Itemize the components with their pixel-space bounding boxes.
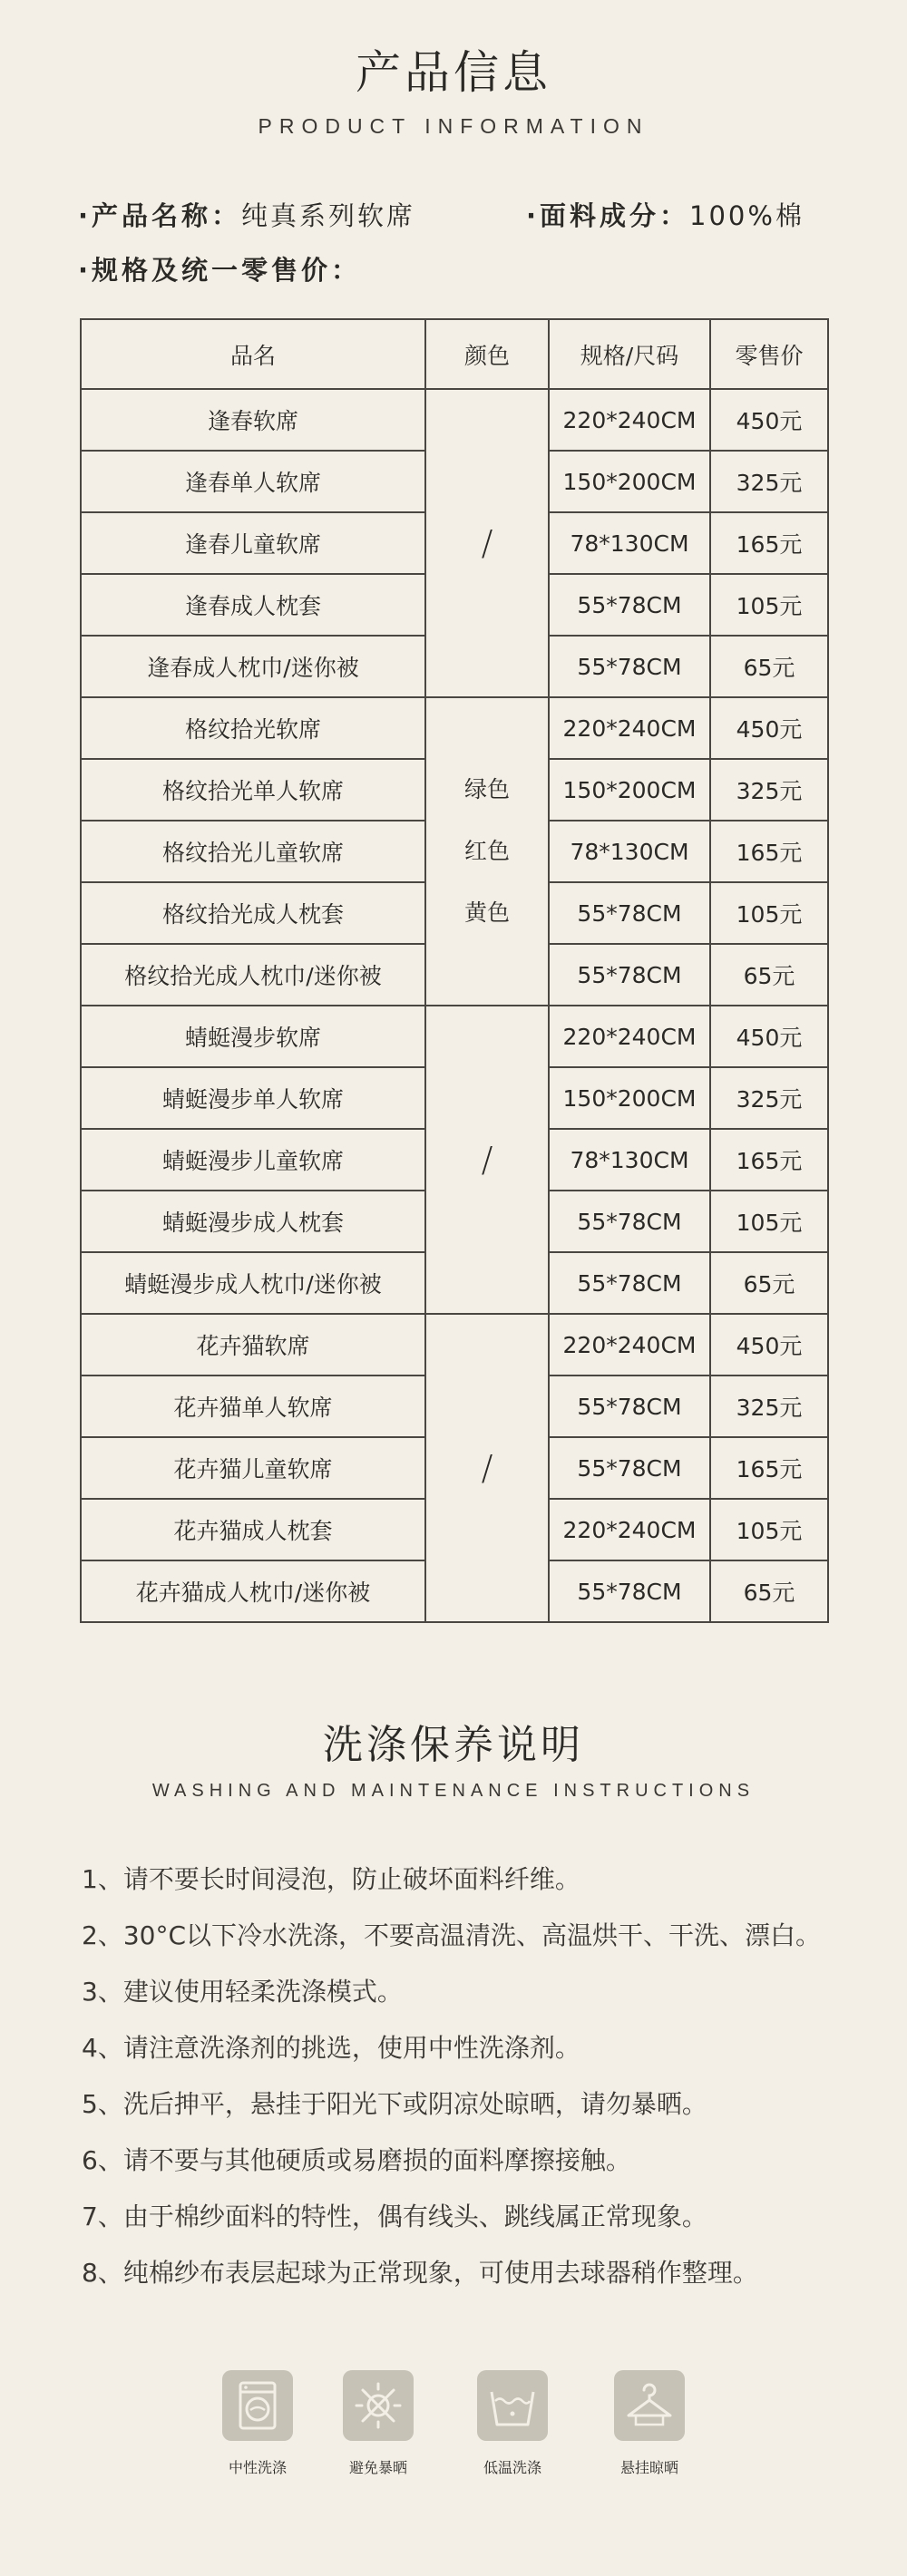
cell-price: 325元 bbox=[710, 451, 828, 512]
cell-product-name: 格纹拾光成人枕巾/迷你被 bbox=[81, 944, 425, 1006]
cell-product-name: 格纹拾光单人软席 bbox=[81, 759, 425, 821]
cell-size: 150*200CM bbox=[549, 451, 710, 512]
cell-size: 150*200CM bbox=[549, 1067, 710, 1129]
sun-crossed-icon bbox=[343, 2370, 414, 2441]
icon-label-neutral-wash: 中性洗涤 bbox=[228, 2459, 287, 2476]
cell-size: 220*240CM bbox=[549, 697, 710, 759]
cell-product-name: 花卉猫成人枕套 bbox=[81, 1499, 425, 1560]
spec-heading-text: ·规格及统一零售价： bbox=[78, 255, 362, 286]
cell-product-name: 逢春成人枕巾/迷你被 bbox=[81, 636, 425, 697]
cell-size: 55*78CM bbox=[549, 636, 710, 697]
cell-product-name: 逢春单人软席 bbox=[81, 451, 425, 512]
product-name-key: ·产品名称： bbox=[78, 200, 242, 231]
cell-color bbox=[425, 1314, 549, 1622]
washing-machine-icon bbox=[222, 2370, 293, 2441]
cell-size: 220*240CM bbox=[549, 1499, 710, 1560]
care-item: 3、建议使用轻柔洗涤模式。 bbox=[82, 1977, 403, 2007]
fabric-key: ·面料成分： bbox=[526, 200, 690, 231]
cell-product-name: 蜻蜓漫步软席 bbox=[81, 1006, 425, 1067]
care-item: 4、请注意洗涤剂的挑选，使用中性洗涤剂。 bbox=[82, 2033, 580, 2063]
cell-price: 450元 bbox=[710, 389, 828, 451]
cell-product-name: 逢春软席 bbox=[81, 389, 425, 451]
care-title: 洗涤保养说明 bbox=[323, 1722, 584, 1768]
product-name-line bbox=[78, 196, 415, 233]
cell-size: 220*240CM bbox=[549, 1006, 710, 1067]
cell-size: 78*130CM bbox=[549, 821, 710, 882]
care-subtitle: WASHING AND MAINTENANCE INSTRUCTIONS bbox=[151, 1781, 756, 1801]
cell-price: 325元 bbox=[710, 1067, 828, 1129]
care-item: 5、洗后抻平，悬挂于阳光下或阴凉处晾晒，请勿暴晒。 bbox=[82, 2089, 707, 2119]
table-row bbox=[81, 1006, 828, 1067]
spec-heading bbox=[78, 250, 361, 287]
cell-price: 325元 bbox=[710, 759, 828, 821]
fabric-line bbox=[526, 196, 805, 233]
cell-price: 65元 bbox=[710, 1560, 828, 1622]
cell-price: 165元 bbox=[710, 512, 828, 574]
cell-price: 65元 bbox=[710, 944, 828, 1006]
cell-size: 220*240CM bbox=[549, 389, 710, 451]
cell-price: 105元 bbox=[710, 882, 828, 944]
page-title: 产品信息 bbox=[356, 46, 551, 99]
cell-price: 450元 bbox=[710, 1006, 828, 1067]
cell-size: 55*78CM bbox=[549, 1437, 710, 1499]
low-temp-wash-icon bbox=[477, 2370, 548, 2441]
cell-product-name: 花卉猫成人枕巾/迷你被 bbox=[81, 1560, 425, 1622]
color-option: 黄色 bbox=[463, 899, 510, 926]
care-item: 7、由于棉纱面料的特性，偶有线头、跳线属正常现象。 bbox=[82, 2202, 707, 2231]
header-color: 颜色 bbox=[425, 319, 549, 389]
header-price: 零售价 bbox=[710, 319, 828, 389]
cell-color bbox=[425, 389, 549, 697]
cell-size: 55*78CM bbox=[549, 1191, 710, 1252]
spec-price-table bbox=[80, 318, 829, 1623]
cell-price: 325元 bbox=[710, 1375, 828, 1437]
table-row bbox=[81, 697, 828, 759]
cell-price: 105元 bbox=[710, 1499, 828, 1560]
cell-price: 105元 bbox=[710, 574, 828, 636]
cell-price: 65元 bbox=[710, 1252, 828, 1314]
cell-product-name: 蜻蜓漫步单人软席 bbox=[81, 1067, 425, 1129]
cell-size: 220*240CM bbox=[549, 1314, 710, 1375]
table-body bbox=[81, 389, 828, 1622]
cell-price: 65元 bbox=[710, 636, 828, 697]
cell-size: 150*200CM bbox=[549, 759, 710, 821]
cell-product-name: 蜻蜓漫步成人枕巾/迷你被 bbox=[81, 1252, 425, 1314]
cell-price: 165元 bbox=[710, 1129, 828, 1191]
color-option: / bbox=[481, 1448, 493, 1488]
cell-product-name: 格纹拾光儿童软席 bbox=[81, 821, 425, 882]
cell-product-name: 花卉猫儿童软席 bbox=[81, 1437, 425, 1499]
cell-size: 78*130CM bbox=[549, 1129, 710, 1191]
page-subtitle: PRODUCT INFORMATION bbox=[258, 114, 649, 138]
cell-product-name: 花卉猫软席 bbox=[81, 1314, 425, 1375]
cell-product-name: 格纹拾光成人枕套 bbox=[81, 882, 425, 944]
cell-product-name: 逢春成人枕套 bbox=[81, 574, 425, 636]
cell-size: 55*78CM bbox=[549, 1560, 710, 1622]
cell-price: 450元 bbox=[710, 1314, 828, 1375]
color-option: 红色 bbox=[463, 838, 510, 864]
table-row bbox=[81, 1314, 828, 1375]
care-item: 2、30°C以下冷水洗涤，不要高温清洗、高温烘干、干洗、漂白。 bbox=[82, 1920, 821, 1950]
table-row bbox=[81, 389, 828, 451]
care-list bbox=[82, 1861, 898, 2310]
cell-product-name: 蜻蜓漫步成人枕套 bbox=[81, 1191, 425, 1252]
cell-price: 105元 bbox=[710, 1191, 828, 1252]
icon-label-low-temp: 低温洗涤 bbox=[483, 2459, 541, 2476]
color-option: / bbox=[481, 523, 493, 563]
header-size: 规格/尺码 bbox=[549, 319, 710, 389]
cell-color bbox=[425, 697, 549, 1006]
cell-size: 78*130CM bbox=[549, 512, 710, 574]
hanger-icon bbox=[614, 2370, 685, 2441]
color-option: / bbox=[481, 1140, 493, 1180]
cell-size: 55*78CM bbox=[549, 574, 710, 636]
cell-product-name: 花卉猫单人软席 bbox=[81, 1375, 425, 1437]
cell-product-name: 蜻蜓漫步儿童软席 bbox=[81, 1129, 425, 1191]
cell-color bbox=[425, 1006, 549, 1314]
care-item: 8、纯棉纱布表层起球为正常现象，可使用去球器稍作整理。 bbox=[82, 2258, 758, 2288]
cell-size: 55*78CM bbox=[549, 944, 710, 1006]
cell-product-name: 逢春儿童软席 bbox=[81, 512, 425, 574]
cell-price: 165元 bbox=[710, 821, 828, 882]
product-name-value: 纯真系列软席 bbox=[241, 200, 416, 231]
cell-price: 165元 bbox=[710, 1437, 828, 1499]
icon-label-hang-dry: 悬挂晾晒 bbox=[619, 2459, 678, 2476]
care-item: 6、请不要与其他硬质或易磨损的面料摩擦接触。 bbox=[82, 2145, 631, 2175]
icon-label-avoid-sun: 避免暴晒 bbox=[348, 2459, 407, 2476]
cell-size: 55*78CM bbox=[549, 882, 710, 944]
header-name: 品名 bbox=[81, 319, 425, 389]
cell-product-name: 格纹拾光软席 bbox=[81, 697, 425, 759]
care-item: 1、请不要长时间浸泡，防止破坏面料纤维。 bbox=[82, 1864, 580, 1894]
table-header-row bbox=[81, 319, 828, 389]
fabric-value: 100%棉 bbox=[689, 200, 805, 231]
cell-size: 55*78CM bbox=[549, 1252, 710, 1314]
color-option: 绿色 bbox=[463, 776, 510, 802]
cell-size: 55*78CM bbox=[549, 1375, 710, 1437]
cell-price: 450元 bbox=[710, 697, 828, 759]
